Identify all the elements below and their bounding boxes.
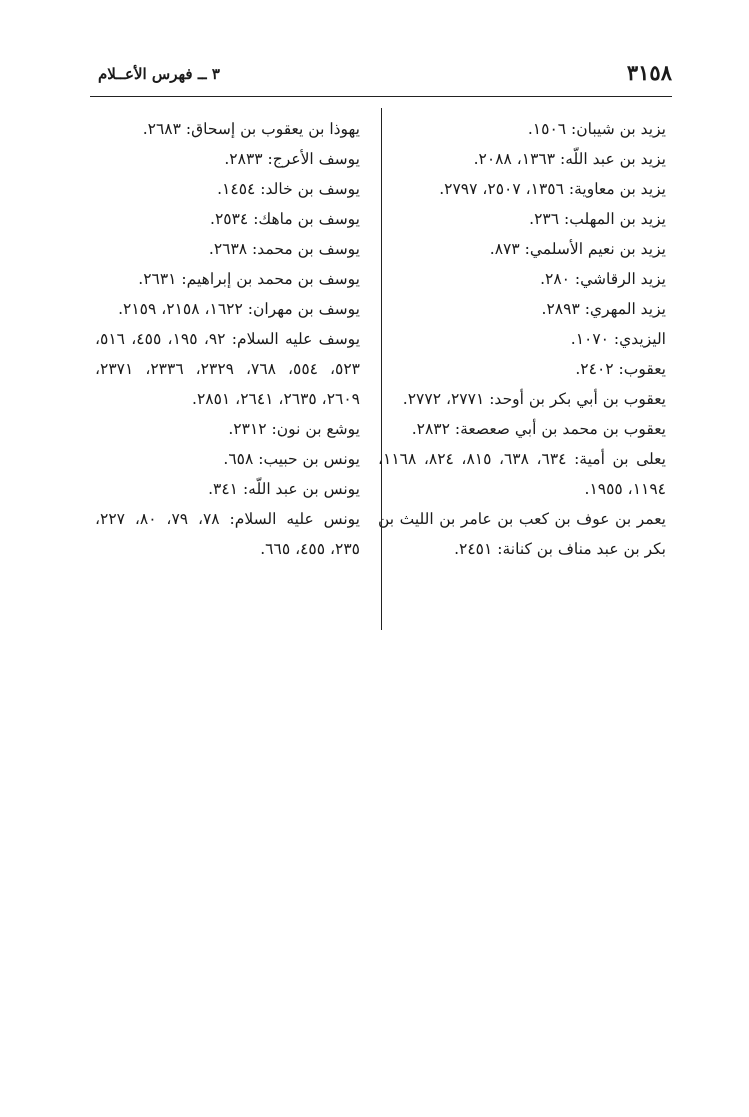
index-entry: يعمر بن عوف بن كعب بن عامر بن الليث بن بكر بن عبد مناف بن كنانة: ٢٤٥١.	[378, 510, 666, 558]
index-entry: يزيد بن المهلب: ٢٣٦.	[529, 210, 666, 228]
index-entry: يزيد بن معاوية: ١٣٥٦، ٢٥٠٧، ٢٧٩٧.	[439, 180, 666, 198]
index-entry: يعقوب بن أبي بكر بن أوحد: ٢٧٧١، ٢٧٧٢.	[402, 390, 666, 408]
index-entry: يزيد بن شيبان: ١٥٠٦.	[527, 120, 666, 138]
section-title: ٣ ــ فهرس الأعــلام	[98, 65, 220, 83]
index-entry: يوسف بن ماهك: ٢٥٣٤.	[210, 210, 360, 228]
index-entry: يوسف بن محمد بن إبراهيم: ٢٦٣١.	[138, 270, 360, 288]
page-header	[90, 56, 672, 97]
column-divider	[381, 108, 382, 630]
index-entry: يوسف عليه السلام: ٩٢، ١٩٥، ٤٥٥، ٥١٦، ٥٢٣، ٥٥٤، ٧٦٨، ٢٣٢٩، ٢٣٣٦، ٢٣٧١، ٢٦٠٩، ٢٦٣٥، ٢٦٤١، ٢٨٥١.	[95, 330, 361, 408]
index-entry: يعقوب بن محمد بن أبي صعصعة: ٢٨٣٢.	[411, 420, 666, 438]
index-entry: يزيد المهري: ٢٨٩٣.	[541, 300, 666, 318]
index-entry: يونس عليه السلام: ٧٨، ٧٩، ٨٠، ٢٢٧، ٢٣٥، ٤٥٥، ٦٦٥.	[95, 510, 360, 558]
index-entry: اليزيدي: ١٠٧٠.	[570, 330, 666, 348]
index-entry: يوسف بن مهران: ١٦٢٢، ٢١٥٨، ٢١٥٩.	[118, 300, 360, 318]
index-entry: يوسف بن محمد: ٢٦٣٨.	[208, 240, 360, 258]
index-entry: يونس بن حبيب: ٦٥٨.	[223, 450, 360, 468]
index-column-left	[95, 114, 360, 564]
index-entry: يعلى بن أمية: ٦٣٤، ٦٣٨، ٨١٥، ٨٢٤، ١١٦٨، ١١٩٤، ١٩٥٥.	[378, 450, 666, 498]
index-entry: يعقوب: ٢٤٠٢.	[575, 360, 666, 378]
index-entry: يزيد بن عبد اللّه: ١٣٦٣، ٢٠٨٨.	[473, 150, 666, 168]
index-entry: يوسف الأعرج: ٢٨٣٣.	[224, 150, 360, 168]
index-entry: يونس بن عبد اللّه: ٣٤١.	[208, 480, 360, 498]
index-entry: يوشع بن نون: ٢٣١٢.	[228, 420, 360, 438]
index-entry: يزيد الرقاشي: ٢٨٠.	[540, 270, 666, 288]
page-number: ٣١٥٨	[626, 60, 672, 85]
index-column-right	[378, 114, 666, 564]
index-entry: يزيد بن نعيم الأسلمي: ٨٧٣.	[489, 240, 666, 258]
index-entry: يهوذا بن يعقوب بن إسحاق: ٢٦٨٣.	[142, 120, 360, 138]
index-entry: يوسف بن خالد: ١٤٥٤.	[217, 180, 360, 198]
